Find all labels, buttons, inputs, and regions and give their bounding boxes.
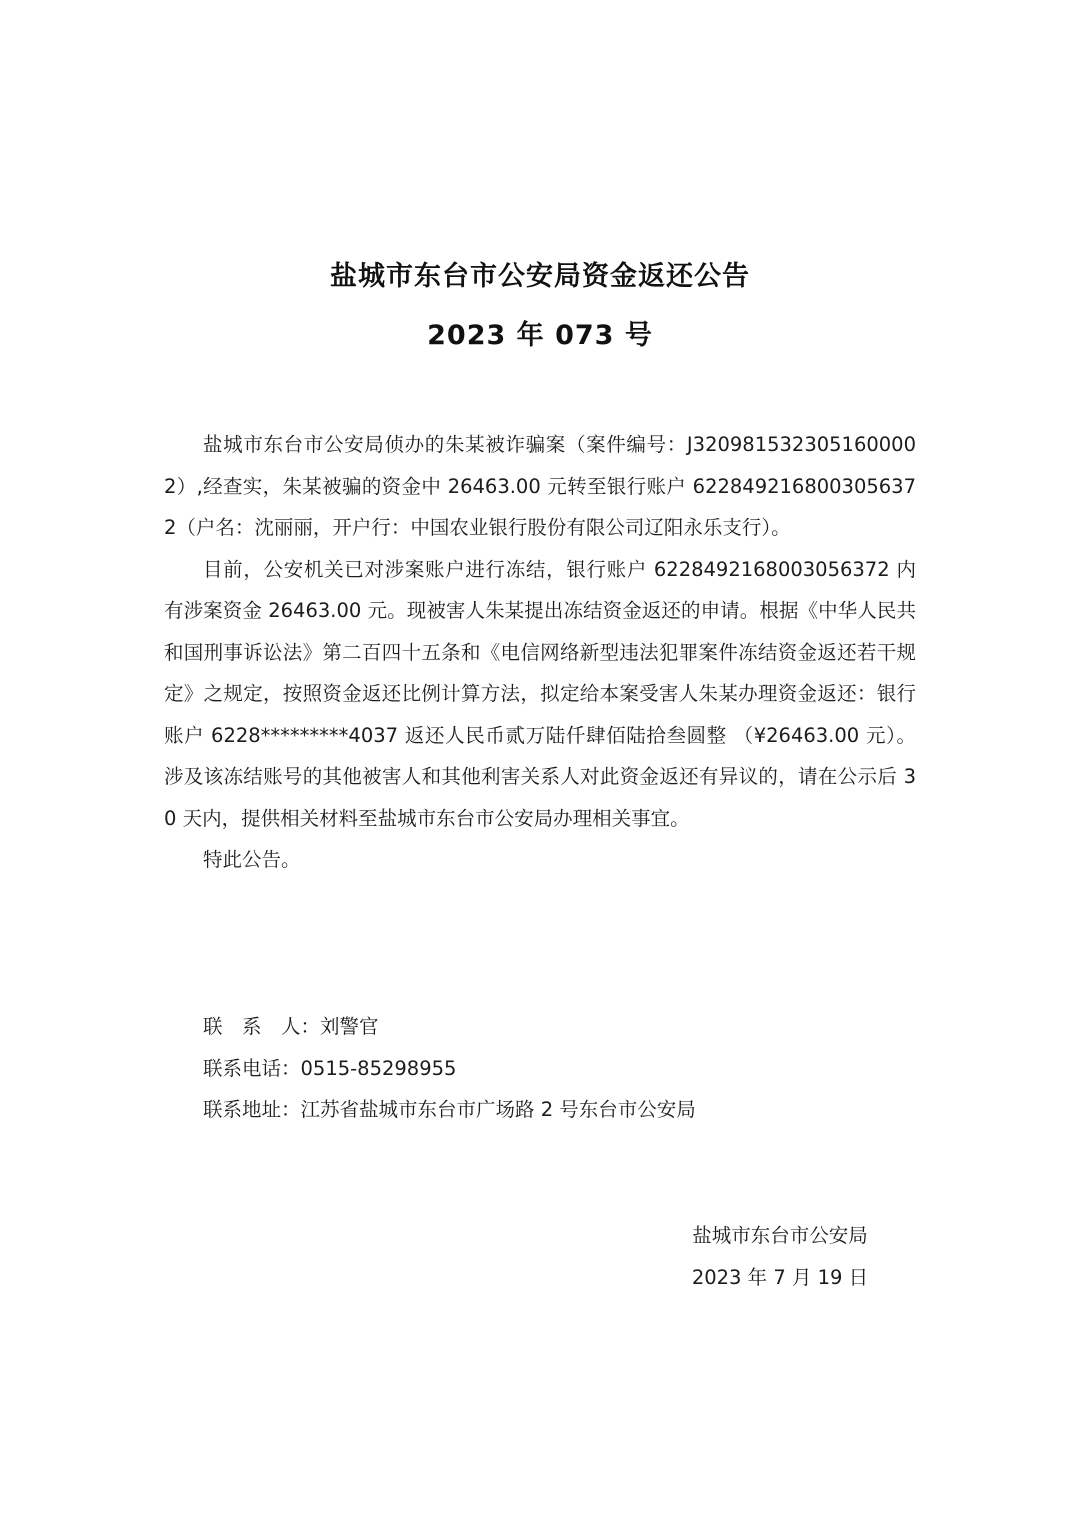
notice-body <box>164 424 916 881</box>
issuing-organization: 盐城市东台市公安局 <box>692 1224 868 1247</box>
contact-info <box>203 1006 696 1131</box>
contact-address: 联系地址：江苏省盐城市东台市广场路 2 号东台市公安局 <box>203 1098 696 1121</box>
contact-person: 联 系 人：刘警官 <box>203 1015 379 1038</box>
paragraph-refund-decision: 目前，公安机关已对涉案账户进行冻结，银行账户 6228492168003056372 内有涉案资金 26463.00 元。现被害人朱某提出冻结资金返还的申请。根据《中华人民共和国刑事诉讼法》第二百四十五条和《电信网络新型违法犯罪案件冻结资金返还若干规定》之规定，按照资金返还比例计算方法，拟定给本案受害人朱某办理资金返还：银行账户 6228*********4037 返还人民币贰万陆仟肆佰陆拾叁圆整 （¥26463.00 元）。涉及该冻结账号的其他被害人和其他利害关系人对此资金返还有异议的，请在公示后 30 天内，提供相关材料至盐城市东台市公安局办理相关事宜。 <box>164 557 916 830</box>
paragraph-case-details: 盐城市东台市公安局侦办的朱某被诈骗案（案件编号：J3209815323051600002）,经查实，朱某被骗的资金中 26463.00 元转至银行账户 6228492168003056372（户名：沈丽丽，开户行：中国农业银行股份有限公司辽阳永乐支行）。 <box>164 433 916 539</box>
issue-date: 2023 年 7 月 19 日 <box>691 1266 869 1289</box>
notice-title: 盐城市东台市公安局资金返还公告 <box>330 261 750 292</box>
closing-statement: 特此公告。 <box>203 848 301 871</box>
contact-phone: 联系电话：0515-85298955 <box>203 1056 457 1080</box>
notice-number: 2023 年 073 号 <box>427 320 653 351</box>
